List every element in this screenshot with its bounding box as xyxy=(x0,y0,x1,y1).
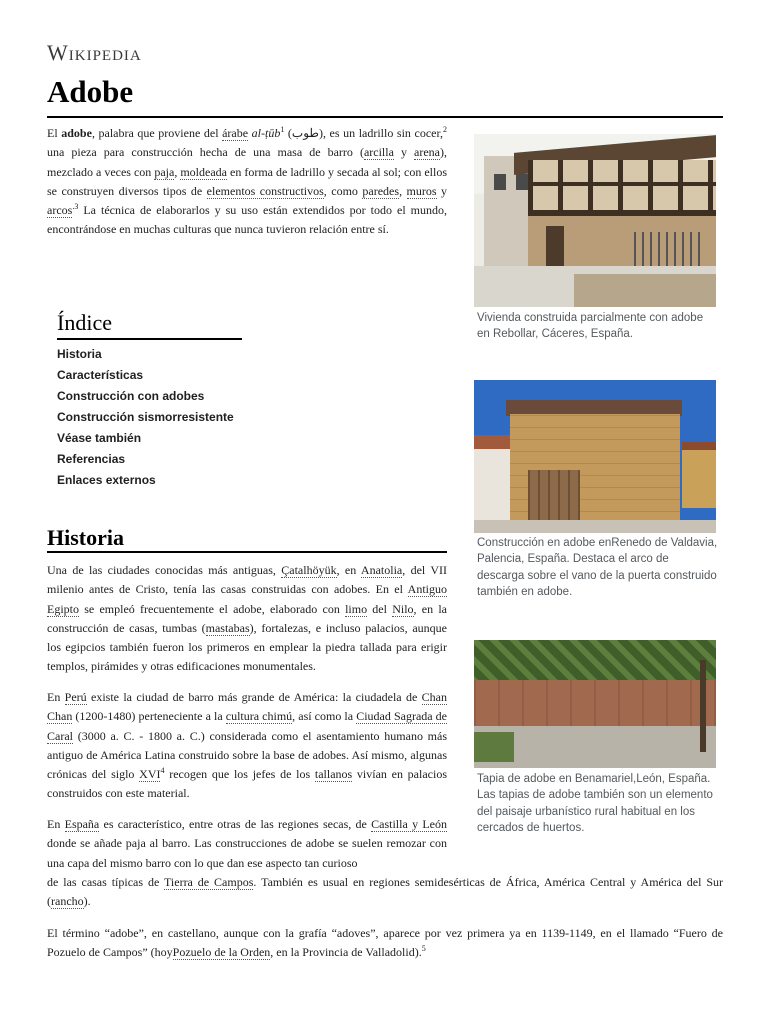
text-run: vivían en palacios construidos con este material. xyxy=(47,767,447,801)
text-run: La técnica de elaborarlos y su uso están extendidos por todo el mundo, encontrándose en muchas culturas que nunca tuvieron relación entre sí. xyxy=(47,203,447,237)
inline-link[interactable]: Chan Chan xyxy=(47,690,447,724)
text-run: de las casas típicas de xyxy=(47,875,164,889)
historia-paragraph-1 xyxy=(47,561,447,677)
toc-list xyxy=(57,345,234,492)
historia-paragraph-3-continued xyxy=(47,873,723,912)
figure-rebollar-caption: Vivienda construida parcialmente con adobe en Rebollar, Cáceres, España. xyxy=(477,312,704,341)
title-divider xyxy=(47,116,723,118)
text-run: , así como la xyxy=(292,709,357,724)
inline-link[interactable]: XVI xyxy=(139,767,161,782)
figure-rebollar-image[interactable] xyxy=(474,134,716,307)
text-run: ), mezclado a veces con xyxy=(47,145,448,179)
inline-link[interactable]: Castilla y León xyxy=(371,817,447,831)
text-run: una pieza para construcción hecha de una masa de barro ( xyxy=(47,145,364,160)
inline-link[interactable]: cultura chimú xyxy=(225,709,293,724)
text-run: recogen que los jefes de los xyxy=(164,767,315,782)
inline-link[interactable]: muros xyxy=(406,183,437,198)
text-run: , en la Provincia de Valladolid). xyxy=(270,945,422,960)
text-run: al-ṭūb xyxy=(251,126,281,140)
text-run: , como xyxy=(323,183,363,198)
text-run: (طوب), es un ladrillo sin cocer, xyxy=(284,126,444,140)
inline-link[interactable]: Çatalhöyük xyxy=(281,563,337,577)
inline-link[interactable]: elementos constructivos xyxy=(206,183,324,198)
inline-link[interactable]: arena xyxy=(414,145,441,160)
inline-link[interactable]: paredes xyxy=(362,183,400,198)
inline-link[interactable]: limo xyxy=(345,601,368,616)
figure-renedo-caption: Construcción en adobe enRenedo de Valdavia, Palencia, España. Destaca el arco de descarga sobre el vano de la puerta construido también en adobe. xyxy=(477,537,718,598)
text-run: , en la construcción de casas, tumbas ( xyxy=(47,601,447,635)
inline-link[interactable]: arcos xyxy=(47,203,73,218)
historia-paragraph-2 xyxy=(47,688,447,804)
reference-marker[interactable]: 5 xyxy=(421,944,426,954)
inline-link[interactable]: tallanos xyxy=(314,767,353,782)
text-run: , palabra que proviene del xyxy=(91,126,223,140)
text-run: y xyxy=(436,183,448,198)
toc-divider xyxy=(57,338,242,340)
text-run: El término “adobe”, en castellano, aunque con la grafía “adoves”, aparece por vez primera ya en 1139-1149, en el llamado “Fuero de Pozuelo de Campos” (hoy xyxy=(47,926,723,960)
text-run: En xyxy=(47,690,65,704)
text-run: El xyxy=(47,126,62,140)
text-run: es característico, entre otras de las regiones secas, de xyxy=(99,817,372,831)
inline-link[interactable]: Tierra de Campos xyxy=(164,875,254,889)
text-run: donde se añade paja al barro. Las construcciones de adobe se suelen remozar con una capa del mismo barro con lo que dan ese aspecto tan curioso xyxy=(47,836,447,870)
inline-link[interactable]: arcilla xyxy=(363,145,394,160)
intro-paragraph xyxy=(47,124,447,240)
section-title-historia: Historia xyxy=(47,525,124,550)
inline-link[interactable]: moldeada xyxy=(180,164,227,179)
text-run: y xyxy=(393,145,415,160)
toc-item-construccion-con-adobes[interactable]: Construcción con adobes xyxy=(57,389,205,403)
wikipedia-wordmark[interactable]: Wikipedia xyxy=(47,40,142,65)
inline-link[interactable]: Ciudad Sagrada de Caral xyxy=(47,709,448,743)
reference-marker[interactable]: 4 xyxy=(160,766,165,776)
toc-item-enlaces-externos[interactable]: Enlaces externos xyxy=(57,473,156,487)
text-run: del xyxy=(367,601,393,616)
figure-renedo-image[interactable] xyxy=(474,380,716,533)
toc-title: Índice xyxy=(57,310,112,335)
reference-marker[interactable]: 1 xyxy=(280,125,285,134)
text-run: existe la ciudad de barro más grande de América: la ciudadela de xyxy=(86,690,422,704)
text-run: (3000 a. C. - 1800 a. C.) considerada como el asentamiento humano más antiguo de América Latina construido sobre la base de adobes. Así mismo, algunas crónicas del siglo xyxy=(47,728,447,782)
text-run: en forma de ladrillo y secada al sol; con ellos se construyen diversos tipos de xyxy=(47,164,447,198)
inline-link[interactable]: paja xyxy=(154,164,175,179)
text-run: En xyxy=(47,817,65,831)
reference-marker[interactable]: .3 xyxy=(72,202,79,212)
inline-link[interactable]: España xyxy=(64,817,100,831)
text-run: Una de las ciudades conocidas más antiguas, xyxy=(47,563,282,577)
page-title: Adobe xyxy=(47,74,134,109)
figure-benamariel-caption: Tapia de adobe en Benamariel,León, España. Las tapias de adobe también son un elemento del paisaje urbanístico rural habitual en los cercados de huertos. xyxy=(477,773,713,834)
historia-paragraph-4 xyxy=(47,924,723,963)
toc-item-referencias[interactable]: Referencias xyxy=(57,452,126,466)
text-run: , del VII milenio antes de Cristo, tenía las casas construidas con adobes. En el xyxy=(47,563,447,597)
text-run: . También es usual en regiones semidesérticas de África, América Central y América del Sur ( xyxy=(47,875,724,909)
section-divider xyxy=(47,551,447,553)
toc-item-vease-tambien[interactable]: Véase también xyxy=(57,431,142,445)
inline-link[interactable]: Nilo xyxy=(392,601,414,616)
inline-link[interactable]: árabe xyxy=(222,126,249,140)
inline-link[interactable]: Pozuelo de la Orden xyxy=(172,945,271,960)
toc-item-caracteristicas[interactable]: Características xyxy=(57,368,144,382)
toc-item-construccion-sismorresistente[interactable]: Construcción sismorresistente xyxy=(57,410,234,424)
inline-link[interactable]: Anatolia xyxy=(360,563,403,577)
text-run: se empleó frecuentemente el adobe, elaborado con xyxy=(79,601,346,616)
text-run: , xyxy=(399,183,407,198)
text-run: , en xyxy=(336,563,361,577)
historia-paragraph-3 xyxy=(47,815,447,873)
inline-link[interactable]: Antiguo Egipto xyxy=(47,582,447,616)
toc-item-historia[interactable]: Historia xyxy=(57,347,102,361)
inline-link[interactable]: mastabas xyxy=(205,620,250,635)
text-run: adobe xyxy=(61,126,92,140)
text-run: (1200-1480) perteneciente a la xyxy=(72,709,226,724)
text-run: ). xyxy=(83,894,91,909)
inline-link[interactable]: rancho xyxy=(51,894,84,909)
figure-benamariel-image[interactable] xyxy=(474,640,716,768)
inline-link[interactable]: Perú xyxy=(64,690,87,704)
reference-marker[interactable]: 2 xyxy=(443,125,448,134)
text-run: ), fortalezas, e incluso palacios, aunque los egipcios también fueron los primeros en emplear la piedra tallada para erigir templos, pirámides y otras edificaciones monumentales. xyxy=(47,620,447,674)
text-run: , xyxy=(174,164,181,179)
